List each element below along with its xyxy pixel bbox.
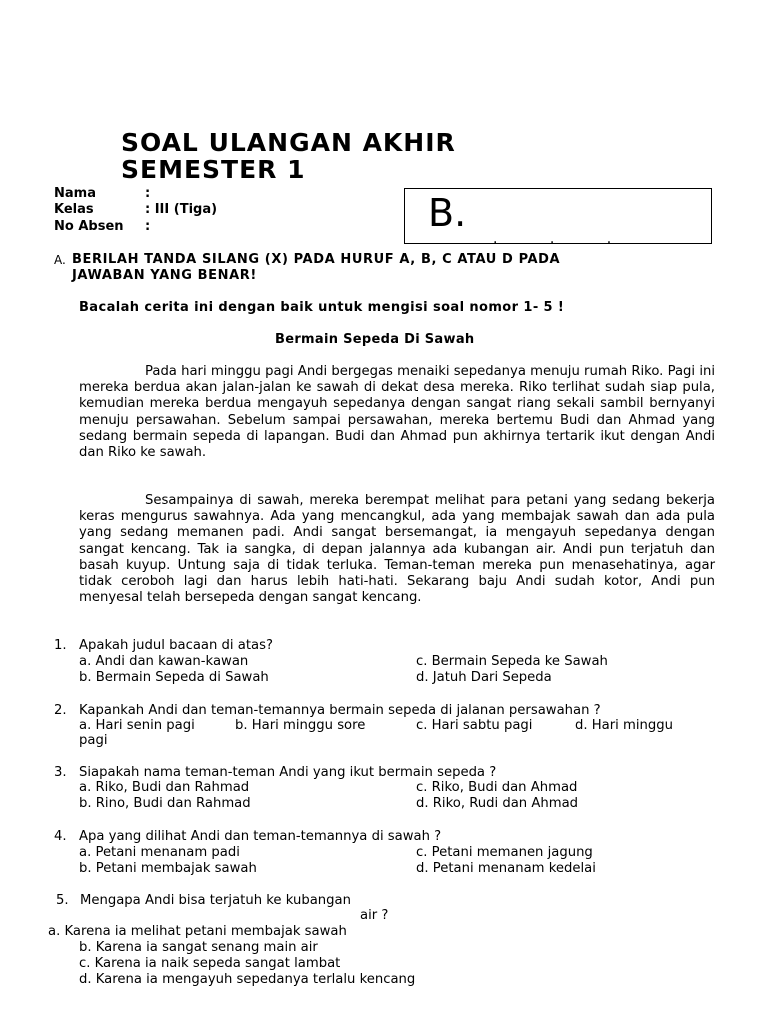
- score-box-text: B.: [428, 191, 467, 235]
- question-2-number: 2.: [54, 703, 67, 718]
- question-1-text: Apakah judul bacaan di atas?: [79, 638, 273, 653]
- question-2-text: Kapankah Andi dan teman-temannya bermain sepeda di jalanan persawahan ?: [79, 703, 601, 718]
- question-2-option-b[interactable]: b. Hari minggu sore: [235, 718, 366, 733]
- score-box-dots: . . .: [493, 231, 636, 244]
- question-5-option-a[interactable]: a. Karena ia melihat petani membajak sawah: [48, 924, 347, 939]
- page-title-line-1: SOAL ULANGAN AKHIR: [121, 128, 456, 157]
- story-paragraph-1-text: Pada hari minggu pagi Andi bergegas menaiki sepedanya menuju rumah Riko. Pagi ini mereka berdua akan jalan-jalan ke sawah di dekat desa mereka. Riko terlihat sudah siap pula, kemudian mereka berdua mengayuh sepedanya dengan sangat riang sekali sambil bernyanyi menuju persawahan. Sebelum sampai persawahan, mereka bertemu Budi dan Ahmad yang sedang bermain sepeda di lapangan. Budi dan Ahmad pun akhirnya tertarik ikut dengan Andi dan Riko ke sawah.: [79, 364, 715, 461]
- question-4-option-a[interactable]: a. Petani menanam padi: [79, 845, 240, 860]
- question-3-option-c[interactable]: c. Riko, Budi dan Ahmad: [416, 780, 578, 795]
- question-1-option-c[interactable]: c. Bermain Sepeda ke Sawah: [416, 654, 608, 669]
- question-3-option-d[interactable]: d. Riko, Rudi dan Ahmad: [416, 796, 579, 811]
- name-value[interactable]: :: [145, 186, 151, 201]
- question-5-text: Mengapa Andi bisa terjatuh ke kubangan: [80, 893, 351, 908]
- reading-prompt: Bacalah cerita ini dengan baik untuk mengisi soal nomor 1- 5 !: [79, 300, 565, 315]
- question-2-option-a[interactable]: a. Hari senin pagi: [79, 718, 195, 733]
- score-box: [404, 188, 712, 244]
- question-2-option-d-wrap: pagi: [79, 733, 108, 748]
- question-2-option-d[interactable]: d. Hari minggu: [575, 718, 673, 733]
- question-5-option-b[interactable]: b. Karena ia sangat senang main air: [79, 940, 318, 955]
- question-3-number: 3.: [54, 765, 67, 780]
- instruction-line-2: JAWABAN YANG BENAR!: [72, 268, 257, 283]
- question-3-option-b[interactable]: b. Rino, Budi dan Rahmad: [79, 796, 251, 811]
- question-1-option-a[interactable]: a. Andi dan kawan-kawan: [79, 654, 249, 669]
- question-4-option-b[interactable]: b. Petani membajak sawah: [79, 861, 257, 876]
- story-paragraph-1: [79, 364, 715, 461]
- class-value: : III (Tiga): [145, 202, 218, 217]
- question-5-text-continued: air ?: [360, 908, 389, 923]
- question-3-option-a[interactable]: a. Riko, Budi dan Rahmad: [79, 780, 250, 795]
- question-1-option-b[interactable]: b. Bermain Sepeda di Sawah: [79, 670, 269, 685]
- question-4-number: 4.: [54, 829, 67, 844]
- question-4-option-c[interactable]: c. Petani memanen jagung: [416, 845, 593, 860]
- question-4-text: Apa yang dilihat Andi dan teman-temannya di sawah ?: [79, 829, 442, 844]
- story-paragraph-2-text: Sesampainya di sawah, mereka berempat melihat para petani yang sedang bekerja keras mengurus sawahnya. Ada yang mencangkul, ada yang membajak sawah dan ada pula yang sedang memanen padi. Andi sangat bersemangat, ia mengayuh sepedanya dengan sangat kencang. Tak ia sangka, di depan jalannya ada kubangan air. Andi pun terjatuh dan basah kuyup. Untung saja di tidak terluka. Teman-teman mereka pun menasehatinya, agar tidak ceroboh lagi dan harus lebih hati-hati. Sekarang baju Andi sudah kotor, Andi pun menyesal telah bersepeda dengan sangat kencang.: [79, 493, 715, 606]
- question-3-text: Siapakah nama teman-teman Andi yang ikut bermain sepeda ?: [79, 765, 497, 780]
- question-1-option-d[interactable]: d. Jatuh Dari Sepeda: [416, 670, 552, 685]
- story-title: Bermain Sepeda Di Sawah: [275, 332, 475, 347]
- question-5-option-d[interactable]: d. Karena ia mengayuh sepedanya terlalu kencang: [79, 972, 416, 987]
- question-1-number: 1.: [54, 638, 67, 653]
- page-title-line-2: SEMESTER 1: [121, 155, 306, 184]
- question-4-option-d[interactable]: d. Petani menanam kedelai: [416, 861, 596, 876]
- question-2-option-c[interactable]: c. Hari sabtu pagi: [416, 718, 533, 733]
- name-label: Nama: [54, 186, 96, 201]
- section-letter: A.: [54, 253, 66, 267]
- absent-number-value[interactable]: :: [145, 219, 151, 234]
- question-5-number: 5.: [56, 893, 69, 908]
- class-label: Kelas: [54, 202, 94, 217]
- instruction-line-1: BERILAH TANDA SILANG (X) PADA HURUF A, B, C ATAU D PADA: [72, 252, 561, 267]
- story-paragraph-2: [79, 493, 715, 606]
- question-5-option-c[interactable]: c. Karena ia naik sepeda sangat lambat: [79, 956, 341, 971]
- absent-number-label: No Absen: [54, 219, 124, 234]
